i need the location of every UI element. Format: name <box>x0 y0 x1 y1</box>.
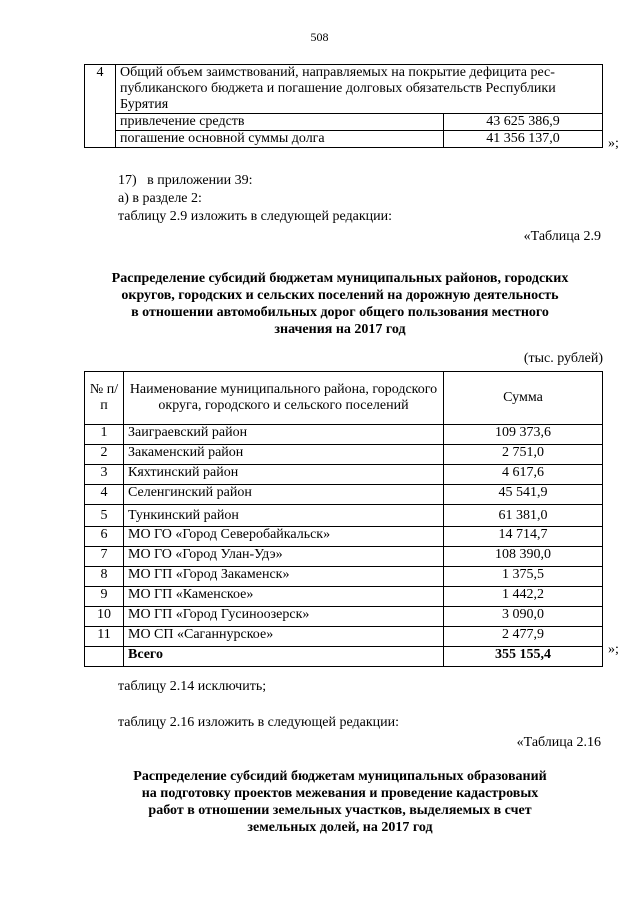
header-sum: Сумма <box>444 372 603 425</box>
row-name: МО ГП «Каменское» <box>124 587 444 607</box>
row-number: 6 <box>85 527 124 547</box>
closing-quote: »; <box>608 136 619 151</box>
total-label: Всего <box>124 647 444 667</box>
borrowing-value: 43 625 386,9 <box>444 114 603 131</box>
subsidy-table <box>84 371 603 667</box>
row-name: Кяхтинский район <box>124 465 444 485</box>
row-number: 11 <box>85 627 124 647</box>
table-ref-2-9: «Таблица 2.9 <box>523 229 601 244</box>
repayment-label: погашение основной суммы долга <box>116 131 444 148</box>
total-number-cell <box>85 647 124 667</box>
borrowing-label: привлечение средств <box>116 114 444 131</box>
table-2-16-title-line3: работ в отношении земельных участков, выделяемых в счет <box>148 803 532 818</box>
borrowing-title: Общий объем заимствований, направляемых на покрытие дефицита рес-публиканского бюджета и погашение долговых обязательств Республики Бурятия <box>116 65 603 114</box>
row-name: Селенгинский район <box>124 485 444 505</box>
table-2-16-title-line4: земельных долей, на 2017 год <box>247 820 433 835</box>
para-item-17: 17) в приложении 39: <box>118 173 253 188</box>
header-number: № п/п <box>85 372 124 425</box>
row-name: МО ГП «Город Гусиноозерск» <box>124 607 444 627</box>
row-sum: 1 442,2 <box>444 587 603 607</box>
para-instruction-2: таблицу 2.16 изложить в следующей редакции: <box>118 715 400 730</box>
row-number: 10 <box>85 607 124 627</box>
row-name: МО ГП «Город Закаменск» <box>124 567 444 587</box>
row-name: Заиграевский район <box>124 425 444 445</box>
row-number: 1 <box>85 425 124 445</box>
row-sum: 109 373,6 <box>444 425 603 445</box>
table-ref-2-16: «Таблица 2.16 <box>516 735 601 750</box>
borrowing-table <box>84 64 603 148</box>
row-number: 5 <box>85 505 124 527</box>
row-number: 4 <box>85 485 124 505</box>
para-instruction: таблицу 2.9 изложить в следующей редакции: <box>118 209 393 224</box>
para-item-a: а) в разделе 2: <box>118 191 202 206</box>
row-name: МО ГО «Город Улан-Удэ» <box>124 547 444 567</box>
row-number: 4 <box>85 65 116 148</box>
row-number: 3 <box>85 465 124 485</box>
row-name: МО ГО «Город Северобайкальск» <box>124 527 444 547</box>
row-name: Закаменский район <box>124 445 444 465</box>
table-2-16-title-line2: на подготовку проектов межевания и проведение кадастровых <box>141 786 539 801</box>
repayment-value: 41 356 137,0 <box>444 131 603 148</box>
row-sum: 3 090,0 <box>444 607 603 627</box>
row-sum: 108 390,0 <box>444 547 603 567</box>
total-sum: 355 155,4 <box>444 647 603 667</box>
para-exclude: таблицу 2.14 исключить; <box>118 679 267 694</box>
table-2-9-title-line1: Распределение субсидий бюджетам муниципальных районов, городских <box>111 271 569 286</box>
row-name: Тункинский район <box>124 505 444 527</box>
row-number: 9 <box>85 587 124 607</box>
units-label: (тыс. рублей) <box>523 351 603 366</box>
row-sum: 14 714,7 <box>444 527 603 547</box>
table-2-9-title-line4: значения на 2017 год <box>274 322 406 337</box>
row-number: 7 <box>85 547 124 567</box>
row-name: МО СП «Саганнурское» <box>124 627 444 647</box>
page-number: 508 <box>310 30 329 44</box>
row-sum: 2 477,9 <box>444 627 603 647</box>
row-sum: 45 541,9 <box>444 485 603 505</box>
closing-quote-2: »; <box>608 642 619 657</box>
row-number: 8 <box>85 567 124 587</box>
row-number: 2 <box>85 445 124 465</box>
row-sum: 61 381,0 <box>444 505 603 527</box>
row-sum: 2 751,0 <box>444 445 603 465</box>
header-name: Наименование муниципального района, городского округа, городского и сельского поселений <box>124 372 444 425</box>
table-2-16-title-line1: Распределение субсидий бюджетам муниципальных образований <box>133 769 547 784</box>
table-2-9-title-line3: в отношении автомобильных дорог общего пользования местного <box>131 305 549 320</box>
row-sum: 4 617,6 <box>444 465 603 485</box>
row-sum: 1 375,5 <box>444 567 603 587</box>
table-2-9-title-line2: округов, городских и сельских поселений на дорожную деятельность <box>121 288 559 303</box>
